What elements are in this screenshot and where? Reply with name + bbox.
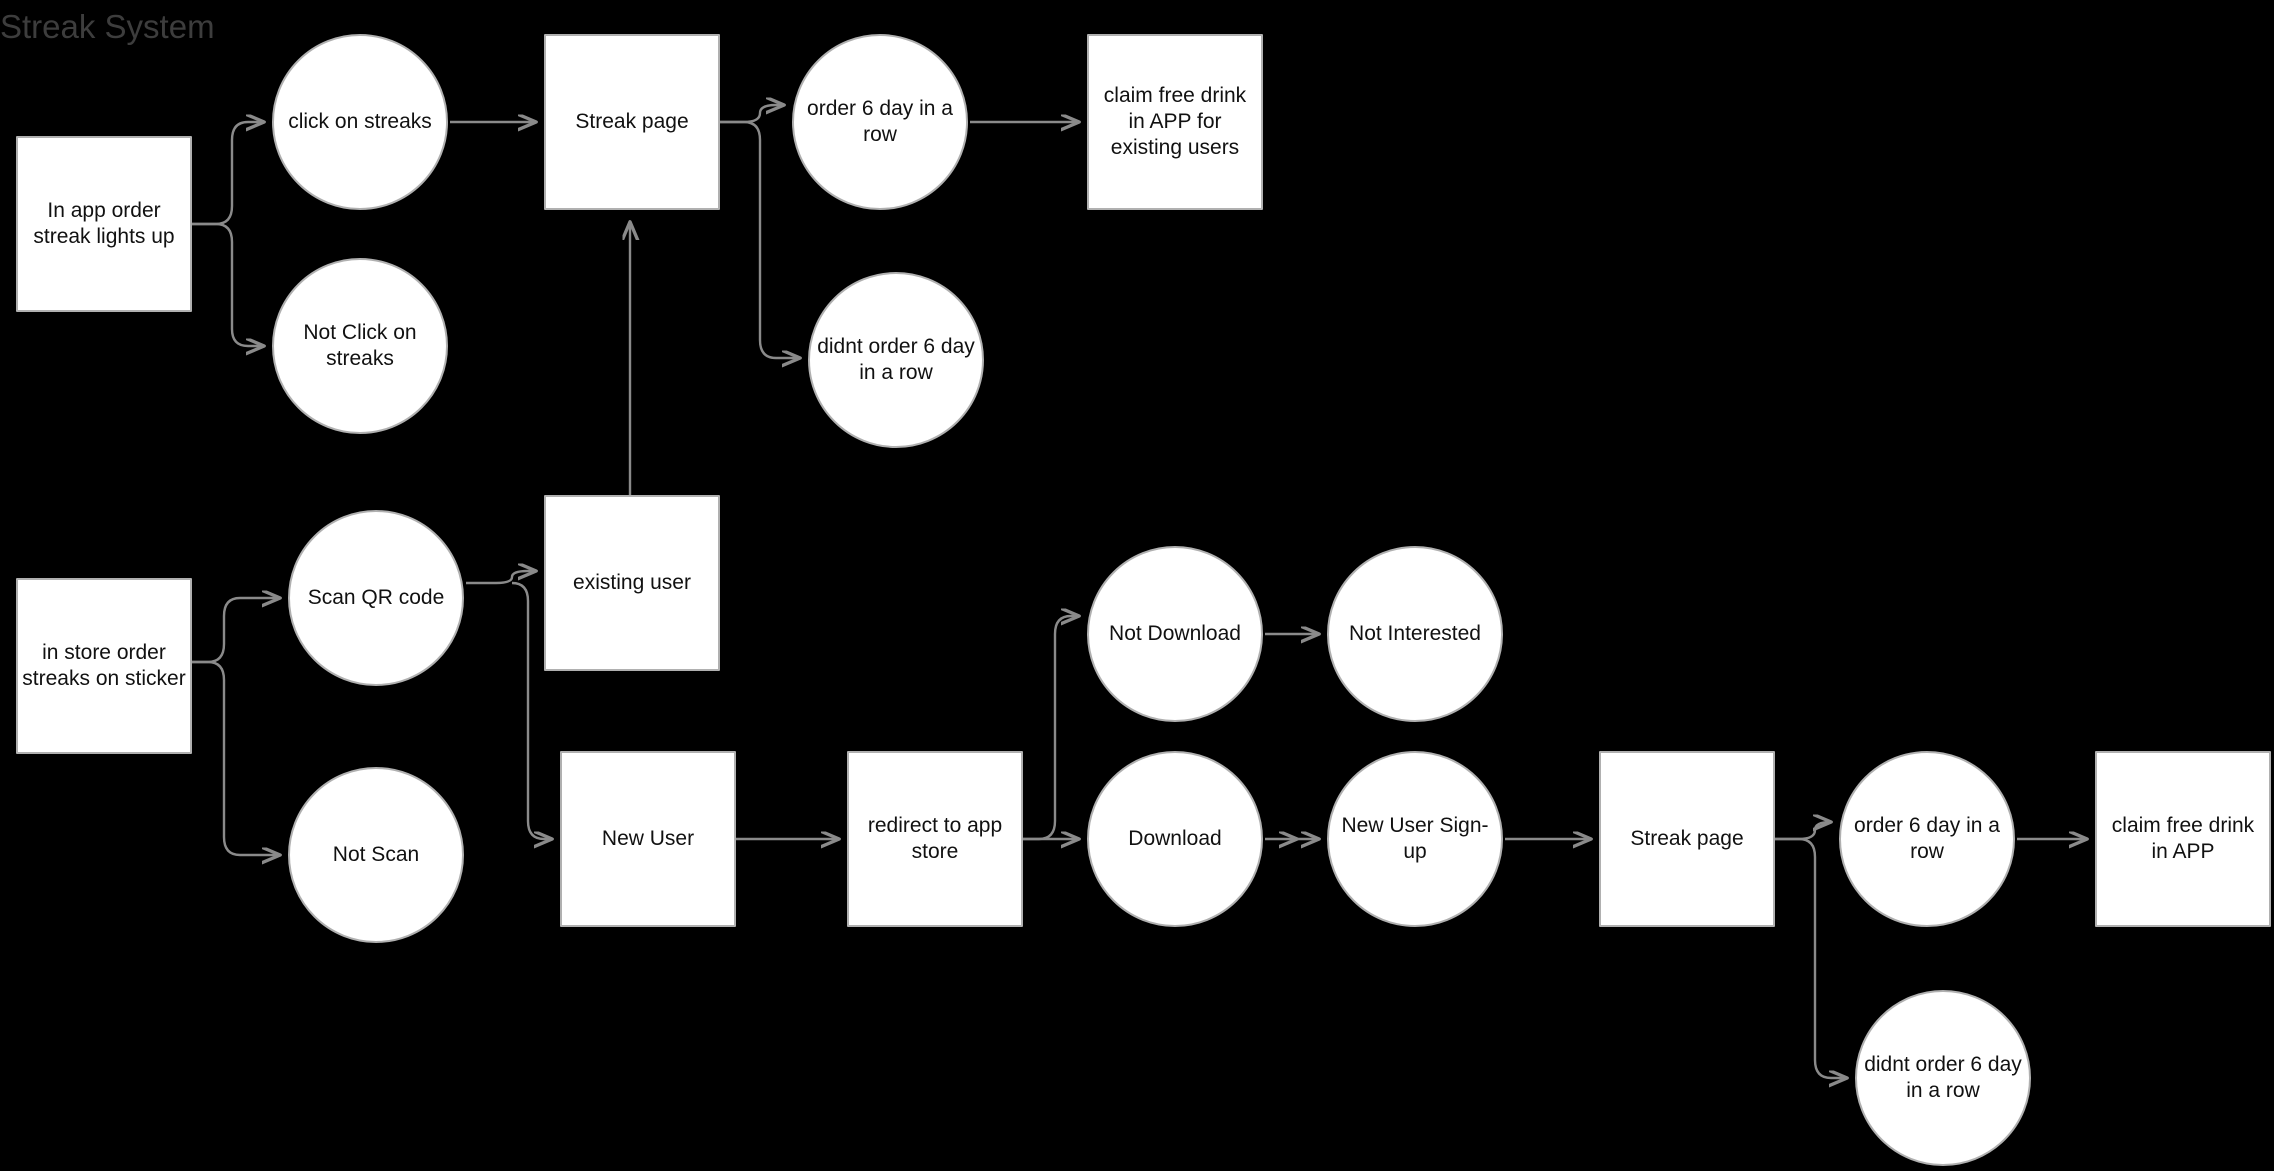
node-not-download[interactable] [1087, 546, 1263, 722]
node-didnt-order-6-day-in-a-row-bottom[interactable] [1855, 990, 2031, 1166]
node-label: New User [601, 826, 695, 850]
node-label: Streak page [575, 109, 689, 133]
node-order-6-day-in-a-row-bottom[interactable] [1839, 751, 2015, 927]
node-redirect-to-app-store[interactable] [847, 751, 1023, 927]
node-label: Streak page [1630, 826, 1744, 850]
node-label: order 6 day in a row [807, 96, 953, 146]
node-not-click-on-streaks[interactable] [272, 258, 448, 434]
node-claim-free-drink-in-app[interactable] [2095, 751, 2271, 927]
node-label: claim free drink in APP [2111, 813, 2255, 863]
node-new-user-sign-up[interactable] [1327, 751, 1503, 927]
node-new-user[interactable] [560, 751, 736, 927]
node-label: Not Download [1109, 621, 1241, 645]
node-label: claim free drink in APP for existing users [1103, 83, 1247, 160]
node-streak-page-top[interactable] [544, 34, 720, 210]
node-claim-free-drink-existing-users[interactable] [1087, 34, 1263, 210]
node-label: in store order streaks on sticker [22, 640, 186, 690]
node-existing-user[interactable] [544, 495, 720, 671]
node-label: didnt order 6 day in a row [817, 334, 975, 384]
node-label: Not Interested [1349, 621, 1481, 645]
node-streak-page-bottom[interactable] [1599, 751, 1775, 927]
node-label: Scan QR code [307, 585, 445, 609]
node-download[interactable] [1087, 751, 1263, 927]
node-label: Download [1128, 826, 1222, 850]
node-label: In app order streak lights up [33, 198, 175, 248]
node-click-on-streaks[interactable] [272, 34, 448, 210]
node-didnt-order-6-day-in-a-row-top[interactable] [808, 272, 984, 448]
node-label: order 6 day in a row [1854, 813, 2000, 863]
node-label: existing user [573, 570, 691, 594]
node-in-app-order-streak-lights-up[interactable] [16, 136, 192, 312]
node-label: Not Scan [332, 842, 420, 866]
node-label: New User Sign-up [1341, 813, 1489, 863]
node-not-interested[interactable] [1327, 546, 1503, 722]
node-order-6-day-in-a-row-top[interactable] [792, 34, 968, 210]
node-scan-qr-code[interactable] [288, 510, 464, 686]
node-label: click on streaks [288, 109, 432, 133]
node-label: Not Click on streaks [303, 320, 417, 370]
diagram-title: Streak System [0, 8, 215, 45]
node-not-scan[interactable] [288, 767, 464, 943]
node-label: redirect to app store [867, 813, 1003, 863]
node-in-store-order-streaks-on-sticker[interactable] [16, 578, 192, 754]
node-label: didnt order 6 day in a row [1864, 1052, 2022, 1102]
